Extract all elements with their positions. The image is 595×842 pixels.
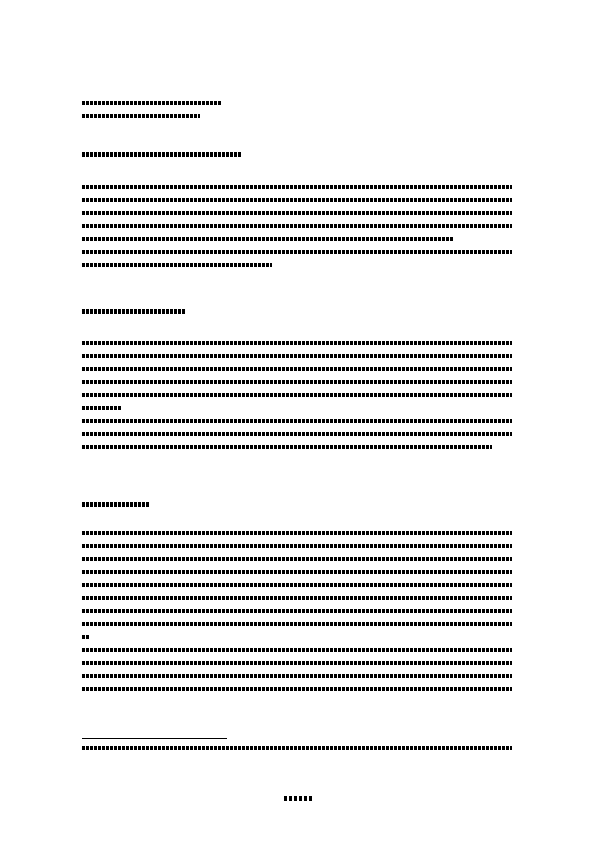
text-line (82, 263, 512, 267)
text-line (82, 596, 512, 600)
page-number (284, 796, 314, 801)
text-line (82, 648, 512, 652)
section-heading (82, 309, 512, 322)
text-line (82, 237, 512, 241)
footnote-line (82, 746, 512, 750)
text-line (82, 622, 512, 626)
document-header (82, 101, 512, 127)
text-line (82, 674, 512, 678)
section-heading (82, 152, 512, 165)
text-line (82, 419, 512, 423)
text-line (82, 367, 512, 371)
section-heading (82, 502, 512, 515)
text-line (82, 211, 512, 215)
text-line (82, 609, 512, 613)
text-line (82, 661, 512, 665)
text-line (82, 406, 512, 410)
header-line (82, 114, 512, 118)
section-paragraph (82, 185, 512, 276)
text-line (82, 531, 512, 535)
text-line (82, 570, 512, 574)
footnote-rule (82, 738, 227, 739)
text-line (82, 250, 512, 254)
text-line (82, 635, 512, 639)
text-line (82, 185, 512, 189)
text-line (82, 354, 512, 358)
header-line (82, 101, 512, 105)
text-line (82, 544, 512, 548)
text-line (82, 341, 512, 345)
text-line (82, 432, 512, 436)
text-line (82, 445, 512, 449)
text-line (82, 224, 512, 228)
text-line (82, 557, 512, 561)
text-line (82, 687, 512, 691)
footnote (82, 746, 512, 759)
text-line (82, 583, 512, 587)
section-paragraph (82, 341, 512, 458)
section-paragraph (82, 531, 512, 700)
text-line (82, 380, 512, 384)
text-line (82, 393, 512, 397)
text-line (82, 198, 512, 202)
